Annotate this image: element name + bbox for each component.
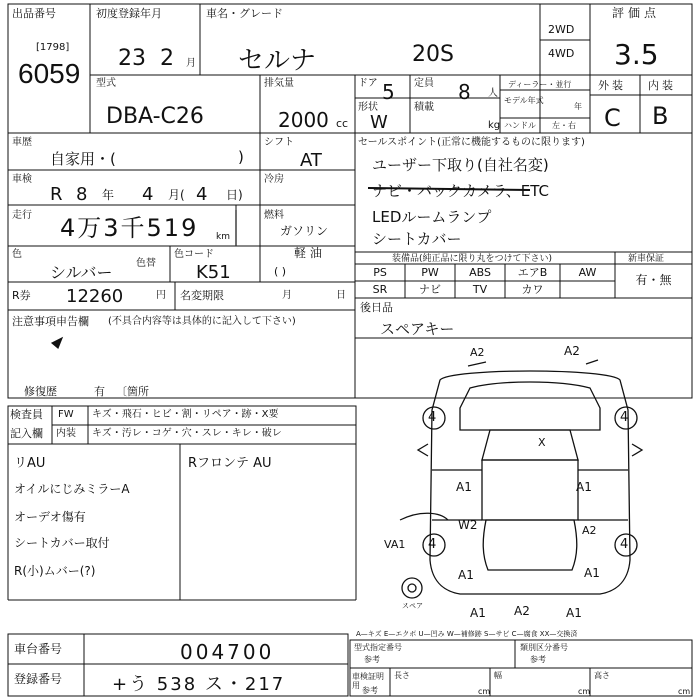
- dmg-right-front: A1: [576, 480, 592, 494]
- selling-point-4: シートカバー: [372, 230, 462, 248]
- fw-items: キズ・飛石・ヒビ・割・リペア・跡・X要: [92, 409, 279, 420]
- recycle-value: 12260: [66, 286, 124, 307]
- wheel-fr: 4: [620, 410, 629, 425]
- dmg-rear-left: A1: [470, 606, 486, 620]
- ac-label: 冷房: [264, 174, 284, 185]
- rating-value: 3.5: [614, 38, 659, 71]
- length-label: 長さ: [394, 671, 410, 680]
- lot-no: 6059: [18, 58, 81, 89]
- history-value: 自家用・(: [50, 150, 116, 168]
- repair-label: 修復歴: [24, 385, 57, 398]
- cert-ref-label: 参考: [362, 686, 378, 695]
- exterior-label: 外装: [598, 79, 626, 92]
- drive-4wd: 4WD: [548, 47, 575, 60]
- note-line-4: オーデオ傷有: [14, 510, 86, 524]
- dealer-label: ディーラー・並行: [508, 80, 572, 89]
- model-year-label: モデル年式: [504, 96, 544, 105]
- dmg-rear-center: A2: [514, 604, 530, 618]
- notes-label: 注意事項申告欄: [12, 315, 89, 328]
- grade: 20S: [412, 42, 454, 67]
- displacement-unit: cc: [336, 117, 349, 130]
- after-goods-label: 後日品: [360, 301, 393, 314]
- model-label: 型式: [96, 78, 116, 89]
- color-value: シルバー: [50, 263, 113, 282]
- note-line-2: Rフロンテ AU: [188, 456, 272, 471]
- cert-label: 車検証明用: [352, 672, 384, 690]
- history-label: 車歴: [12, 137, 32, 148]
- spare-label: スペア: [402, 602, 423, 610]
- equip-ps: PS: [373, 266, 387, 279]
- spec-no-label: 型式指定番号: [354, 643, 402, 652]
- shape-value: W: [370, 112, 388, 133]
- note-line-1: リAU: [14, 456, 46, 471]
- selling-point-2: ナビ・バックカメラ、ETC: [372, 182, 550, 200]
- car-name: セルナ: [238, 46, 317, 76]
- dmg-left-door: W2: [458, 518, 478, 532]
- note-line-6: R(小)ムバー(?): [14, 564, 96, 578]
- width-cm: cm: [578, 687, 591, 696]
- reg-value: +う 538 ス・217: [112, 674, 286, 695]
- insp-era: R: [50, 184, 63, 205]
- mileage-value: 4万3千519: [60, 214, 199, 242]
- equip-leather: カワ: [521, 283, 544, 296]
- equip-sr: SR: [372, 283, 388, 296]
- interior-insp-label: 内装: [56, 428, 76, 439]
- fuel-light-oil: 軽 油: [294, 246, 322, 260]
- dmg-left-rear: A1: [458, 568, 474, 582]
- equip-navi: ナビ: [419, 283, 441, 296]
- after-goods-value: スペアキー: [380, 320, 455, 338]
- note-line-5: シートカバー取付: [14, 536, 110, 550]
- notes-instruction: (不具合内容等は具体的に記入して下さい): [108, 316, 296, 327]
- handle-label: ハンドル: [504, 121, 536, 130]
- lot-no-label: 出品番号: [12, 7, 56, 20]
- new-warranty-label: 新車保証: [628, 254, 665, 264]
- displacement-value: 2000: [278, 108, 329, 132]
- fuel-gasoline: ガソリン: [280, 224, 329, 238]
- mileage-label: 走行: [12, 210, 32, 221]
- dmg-va1-left: VA1: [384, 538, 406, 551]
- shape-label: 形状: [358, 102, 378, 113]
- fuel-paren: ( ): [274, 265, 287, 278]
- interior-value: B: [652, 102, 669, 130]
- inspection-label: 車検: [12, 174, 32, 185]
- note-line-3: オイルにじみミラーA: [14, 482, 130, 496]
- interior-label: 内装: [648, 79, 676, 92]
- insp-month-unit: 月(: [168, 188, 185, 202]
- capacity-label: 定員: [414, 78, 434, 89]
- km-unit: km: [216, 232, 230, 242]
- selling-point-3: LEDルームランプ: [372, 208, 492, 226]
- exterior-value: C: [604, 104, 621, 132]
- recycle-label: R券: [12, 289, 31, 302]
- wheel-fl: 4: [428, 410, 437, 425]
- dmg-front-left: A2: [470, 346, 485, 359]
- dmg-right-rear: A1: [584, 566, 600, 580]
- recycle-unit: 円: [156, 290, 166, 301]
- insp-day: 4: [196, 184, 208, 205]
- class-no-label: 類別区分番号: [520, 643, 568, 652]
- drive-2wd: 2WD: [548, 23, 575, 36]
- handle-options: 左・右: [552, 121, 576, 130]
- color-label: 色: [12, 249, 22, 260]
- chassis-value: 004700: [180, 640, 275, 664]
- inspector-label: 検査員: [10, 408, 43, 421]
- dmg-rear-right: A1: [566, 606, 582, 620]
- class-ref-label: 参考: [530, 655, 546, 664]
- model-year-unit: 年: [574, 102, 582, 111]
- selling-point-1: ユーザー下取り(自社名変): [372, 156, 549, 174]
- name-change-label: 名変期限: [180, 289, 224, 302]
- history-close: ): [238, 148, 244, 166]
- first-reg-label: 初度登録年月: [96, 7, 162, 20]
- fw-label: FW: [58, 409, 74, 420]
- doors-value: 5: [382, 80, 395, 104]
- car-diagram: [402, 371, 642, 598]
- color-code-value: K51: [196, 262, 231, 283]
- wheel-rl: 4: [428, 537, 437, 552]
- repair-places: 〔箇所: [116, 385, 149, 398]
- equipment-label: 装備品(純正品に限り丸をつけて下さい): [392, 254, 553, 264]
- new-warranty-value: 有・無: [635, 273, 672, 287]
- color-code-label: 色コード: [174, 249, 214, 260]
- equip-pw: PW: [421, 266, 439, 279]
- fuel-label: 燃料: [264, 210, 284, 221]
- equip-aw: AW: [578, 266, 597, 279]
- dmg-right-door: A2: [582, 524, 597, 537]
- car-name-label: 車名・グレード: [206, 7, 283, 20]
- wheel-rr: 4: [620, 537, 629, 552]
- year-unit: 年: [102, 188, 115, 202]
- displacement-label: 排気量: [264, 78, 294, 89]
- spec-ref-label: 参考: [364, 655, 380, 664]
- doors-label: ドア: [358, 78, 378, 89]
- damage-legend: A—キズ E—エクボ U—凹み W—補修跡 S—サビ C—腐食 XX—交換済: [356, 630, 578, 638]
- month-unit: 月: [186, 58, 196, 69]
- name-change-day: 日: [336, 290, 346, 301]
- interior-items: キズ・汚レ・コゲ・穴・スレ・キレ・破レ: [92, 428, 282, 439]
- selling-points-label: セールスポイント(正常に機能するものに限ります): [358, 137, 585, 148]
- insp-month: 4: [142, 184, 154, 205]
- width-label: 幅: [494, 671, 502, 680]
- model-value: DBA-C26: [106, 104, 204, 129]
- lot-small: [1798]: [36, 42, 70, 53]
- equip-abs: ABS: [469, 266, 491, 279]
- dmg-left-front: A1: [456, 480, 472, 494]
- dmg-front-right: A2: [564, 344, 580, 358]
- load-unit: kg: [488, 120, 501, 131]
- chassis-label: 車台番号: [14, 642, 63, 656]
- first-reg-year: 23: [118, 46, 146, 71]
- color-swap-label: 色替: [136, 258, 156, 269]
- name-change-month: 月: [282, 290, 292, 301]
- shift-label: シフト: [264, 137, 294, 148]
- first-reg-month: 2: [160, 46, 174, 71]
- height-label: 高さ: [594, 671, 610, 680]
- capacity-value: 8: [458, 80, 471, 104]
- length-cm: cm: [478, 687, 491, 696]
- load-label: 積載: [414, 102, 434, 113]
- equip-tv: TV: [472, 283, 488, 296]
- insp-day-unit: 日): [226, 188, 243, 202]
- height-cm: cm: [678, 687, 691, 696]
- rating-label: 評価点: [612, 6, 661, 20]
- insp-year: 8: [76, 184, 88, 205]
- repair-value: 有: [94, 385, 105, 398]
- shift-value: AT: [300, 150, 322, 171]
- reg-label: 登録番号: [14, 672, 63, 686]
- capacity-unit: 人: [488, 88, 498, 99]
- entry-label: 記入欄: [10, 427, 43, 440]
- dmg-hood: X: [538, 436, 546, 449]
- equip-airbag: エアB: [517, 266, 548, 279]
